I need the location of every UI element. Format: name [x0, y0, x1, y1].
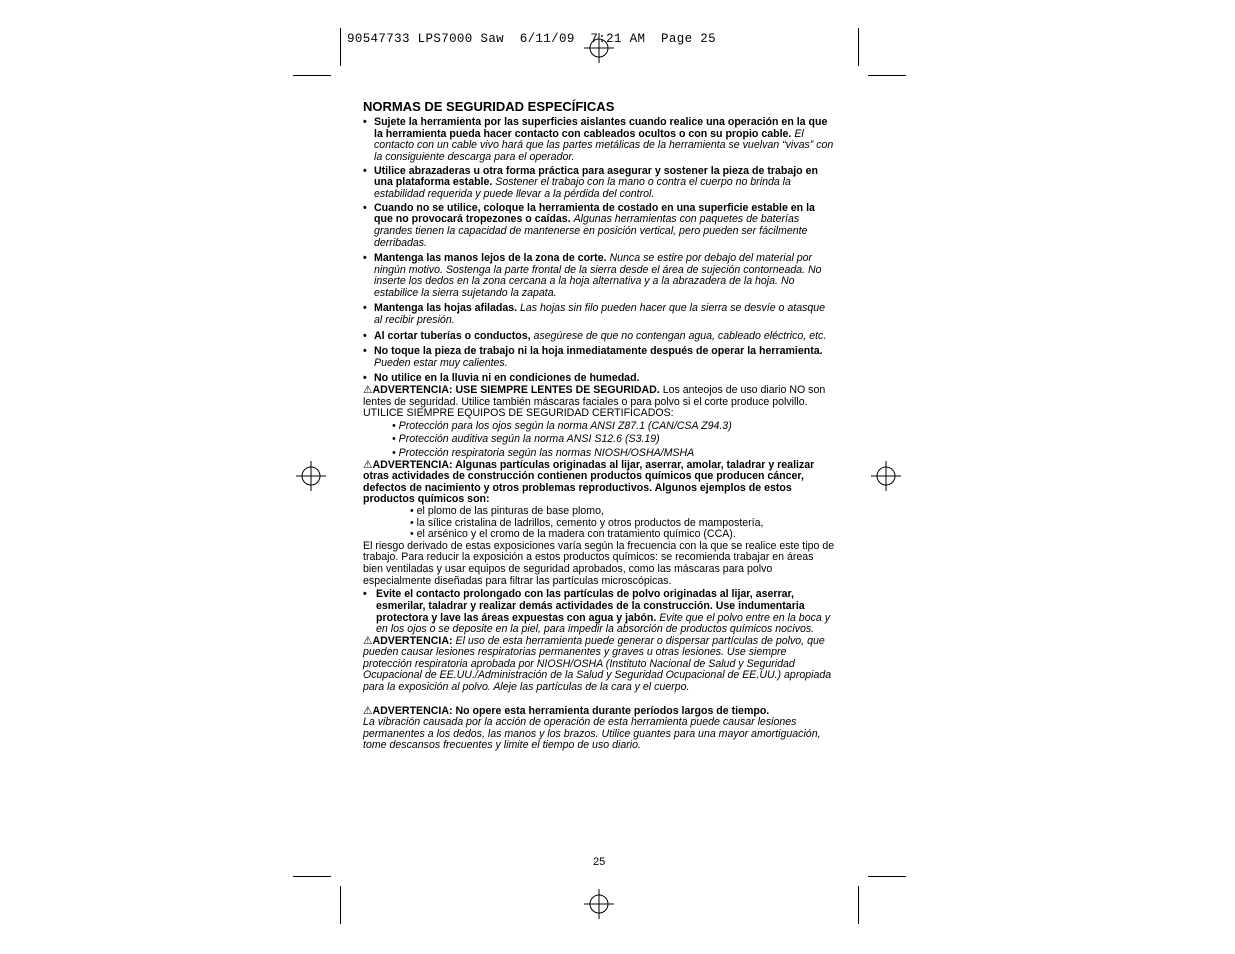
- warning-icon: ⚠: [363, 634, 373, 647]
- list-item: • Protección auditiva según la norma ANSI S12.6 (S3.19): [392, 433, 660, 446]
- registration-mark-left: [296, 461, 326, 491]
- list-item: • Protección para los ojos según la norma ANSI Z87.1 (CAN/CSA Z94.3): [392, 420, 732, 433]
- bullet-icon: •: [363, 302, 367, 315]
- crop-mark-tl-h: [293, 75, 331, 76]
- crop-mark-bl-v: [340, 886, 341, 924]
- warning-safety-glasses: ⚠ADVERTENCIA: USE SIEMPRE LENTES DE SEGURIDAD. Los anteojos de uso diario NO son lentes de seguridad. Utilice también máscaras faciales o para polvo si el corte produce polvillo. UTILICE SIEMPRE EQUIPOS DE SEGURIDAD CERTIFICADOS:: [363, 384, 826, 420]
- bullet-icon: •: [363, 201, 367, 214]
- print-header: 90547733 LPS7000 Saw 6/11/09 7:21 AM Page 25: [347, 32, 717, 46]
- list-item: • Utilice abrazaderas u otra forma práctica para asegurar y sostener la pieza de trabajo en una plataforma estable. Sostener el trabajo con la mano o contra el cuerpo no brinda la estabilidad requerida y puede llevar a la pérdida del control.: [363, 164, 818, 200]
- list-item: • Evite el contacto prolongado con las partículas de polvo originadas al lijar, aserrar, esmerilar, taladrar y realizar demás actividades de la construcción. Use indumentaria protectora y lave las áreas expuestas con agua y jabón. Evite que el polvo entre en la boca y en los ojos o se deposite en la piel, para impedir la absorción de productos químicos nocivos.: [363, 588, 831, 636]
- list-item: • la sílice cristalina de ladrillos, cemento y otros productos de mampostería,: [410, 516, 764, 529]
- list-item: • Sujete la herramienta por las superficies aislantes cuando realice una operación en la que la herramienta pueda hacer contacto con cableados ocultos o con su propio cable. El contacto con un cable vivo hará que las partes metálicas de la herramienta se vuelvan “vivas” con la consiguiente descarga para el operador.: [363, 116, 834, 163]
- chemicals-paragraph: El riesgo derivado de estas exposiciones varía según la frecuencia con la que se realice este tipo de trabajo. Para reducir la exposición a estos productos químicos: se recomienda trabajar en áreas bien ventiladas y usar equipos de seguridad aprobados, como las máscaras para polvo especialmente diseñadas para filtrar las partículas microscópicas.: [363, 539, 835, 587]
- warning-icon: ⚠: [363, 458, 373, 471]
- registration-mark-top: [584, 33, 614, 63]
- document-body: [363, 99, 835, 752]
- bullet-icon: •: [363, 329, 367, 342]
- bullet-icon: •: [363, 345, 367, 358]
- list-item: • No utilice en la lluvia ni en condiciones de humedad.: [363, 372, 640, 385]
- list-item: • Al cortar tuberías o conductos, asegúrese de que no contengan agua, cableado eléctrico, etc.: [363, 329, 827, 342]
- warning-chemicals: ⚠ADVERTENCIA: Algunas partículas originadas al lijar, aserrar, amolar, taladrar y realizar otras actividades de construcción contienen productos químicos que producen cáncer, defectos de nacimiento y otros problemas reproductivos. Algunos ejemplos de estos productos químicos son:: [363, 458, 815, 506]
- warning-icon: ⚠: [363, 704, 373, 717]
- page-number: 25: [593, 856, 606, 868]
- crop-mark-br-v: [858, 886, 859, 924]
- section-title: NORMAS DE SEGURIDAD ESPECÍFICAS: [363, 99, 615, 114]
- crop-mark-tr-v: [858, 28, 859, 66]
- crop-mark-br-h: [868, 876, 906, 877]
- crop-mark-tl-v: [340, 28, 341, 66]
- crop-mark-tr-h: [868, 75, 906, 76]
- crop-mark-bl-h: [293, 876, 331, 877]
- list-item: • Mantenga las hojas afiladas. Las hojas sin filo pueden hacer que la sierra se desvíe o atasque al recibir presión.: [363, 302, 826, 327]
- warning-vibration: ⚠ADVERTENCIA: No opere esta herramienta durante períodos largos de tiempo. La vibración causada por la acción de operación de esta herramienta puede causar lesiones permanentes a los dedos, las manos y los brazos. Utilice guantes para una mayor amortiguación, tome descansos frecuentes y limite el tiempo de uso diario.: [363, 704, 821, 752]
- list-item: • Protección respiratoria según las normas NIOSH/OSHA/MSHA: [392, 447, 695, 459]
- bullet-icon: •: [363, 164, 367, 177]
- bullet-icon: •: [363, 372, 367, 385]
- bullet-icon: •: [363, 588, 367, 601]
- list-item: • el plomo de las pinturas de base plomo,: [410, 504, 604, 517]
- registration-mark-right: [871, 461, 901, 491]
- warning-dust: ⚠ADVERTENCIA: El uso de esta herramienta puede generar o dispersar partículas de polvo, que pueden causar lesiones respiratorias permanentes y graves u otras lesiones. Use siempre protección respiratoria aprobada por NIOSH/OSHA (Instituto Nacional de Salud y Seguridad Ocupacional de EE.UU./Administración de la Salud y Seguridad Ocupacional de EE.UU.) apropiada para la exposición al polvo. Aleje las partículas de la cara y el cuerpo.: [363, 634, 832, 694]
- registration-mark-bottom: [584, 889, 614, 919]
- list-item: • el arsénico y el cromo de la madera con tratamiento químico (CCA).: [410, 528, 736, 541]
- list-item: • No toque la pieza de trabajo ni la hoja inmediatamente después de operar la herramienta. Pueden estar muy calientes.: [363, 345, 823, 369]
- list-item: • Mantenga las manos lejos de la zona de corte. Nunca se estire por debajo del material por ningún motivo. Sostenga la parte frontal de la sierra desde el área de sujeción contorneada. No inserte los dedos en la zona cercana a la hoja alternativa y a la abrazadera de la hoja. No estabilice la sierra sujetando la zapata.: [363, 252, 822, 299]
- list-item: • Cuando no se utilice, coloque la herramienta de costado en una superficie estable en la que no provocará tropezones o caídas. Algunas herramientas con paquetes de baterías grandes tienen la capacidad de mantenerse en posición vertical, pero pueden ser fácilmente derribadas.: [363, 201, 815, 249]
- bullet-icon: •: [363, 252, 367, 265]
- bullet-icon: •: [363, 116, 367, 129]
- warning-icon: ⚠: [363, 384, 373, 397]
